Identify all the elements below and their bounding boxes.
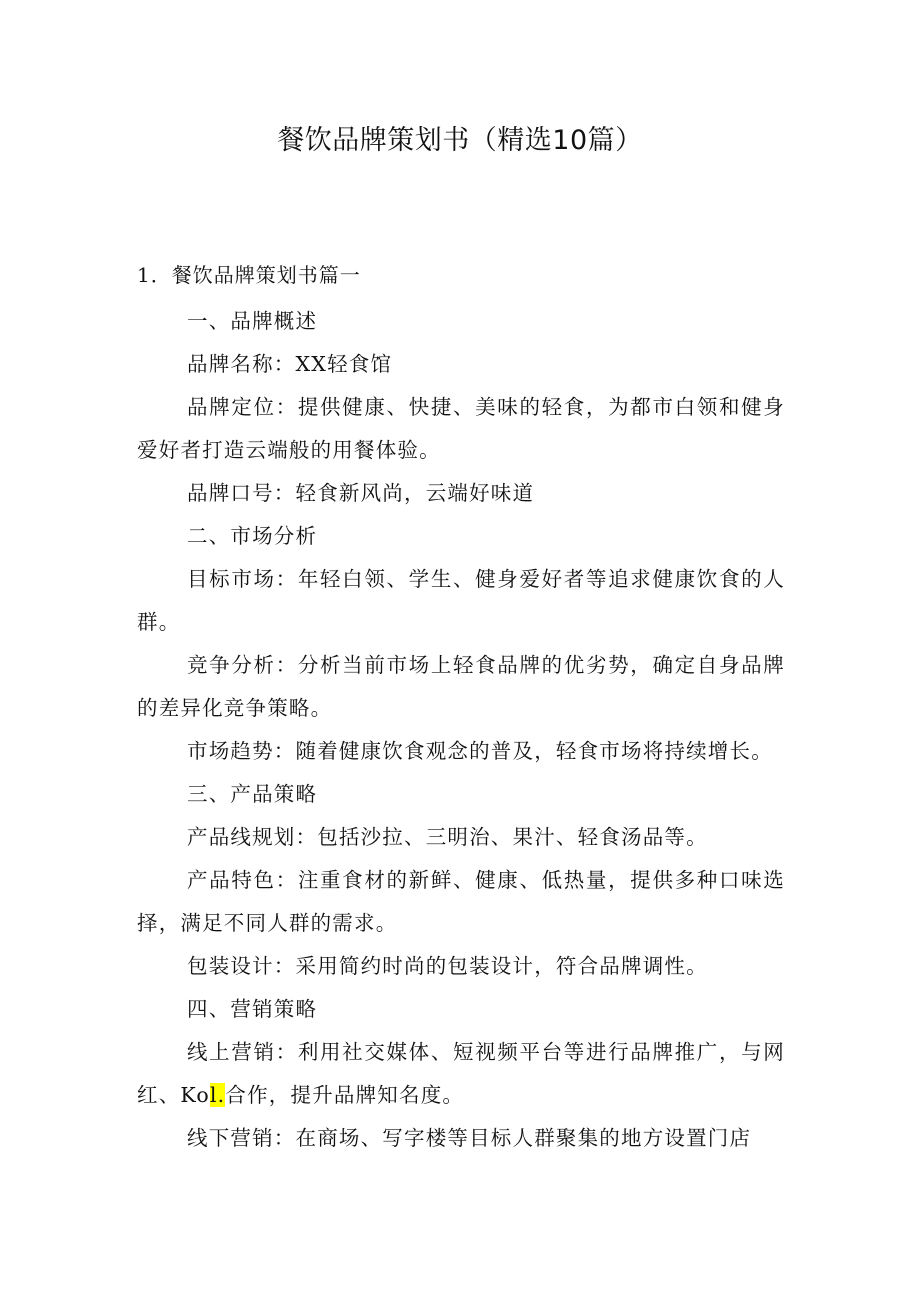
heading-product-strategy: 三、产品策略 [187,782,318,806]
paragraph-target-market: 目标市场：年轻白领、学生、健身爱好者等追求健康饮食的人群。 [137,567,785,634]
online-marketing-text-start: 线上营销：利用社交媒体、短视频平台等进行品牌推广，与网红、Ko [137,1040,785,1107]
highlighted-text: l. [209,1083,226,1107]
heading-market-analysis: 二、市场分析 [187,524,318,548]
paragraph-market-trend: 市场趋势：随着健康饮食观念的普及，轻食市场将持续增长。 [187,739,773,763]
paragraph-brand-positioning: 品牌定位：提供健康、快捷、美味的轻食，为都市白领和健身爱好者打造云端般的用餐体验。 [137,395,785,462]
paragraph-competition-analysis: 竞争分析：分析当前市场上轻食品牌的优劣势，确定自身品牌的差异化竞争策略。 [137,653,785,720]
paragraph-brand-name: 品牌名称：XX轻食馆 [187,352,393,376]
online-marketing-text-end: 合作，提升品牌知名度。 [225,1083,465,1107]
paragraph-offline-marketing: 线下营销：在商场、写字楼等目标人群聚集的地方设置门店 [187,1126,752,1150]
document-body [137,300,785,1160]
paragraph-product-features: 产品特色：注重食材的新鲜、健康、低热量，提供多种口味选择，满足不同人群的需求。 [137,868,785,935]
paragraph-product-line: 产品线规划：包括沙拉、三明治、果汁、轻食汤品等。 [187,825,708,849]
paragraph-packaging-design: 包装设计：采用简约时尚的包装设计，符合品牌调性。 [187,954,708,978]
heading-brand-overview: 一、品牌概述 [187,309,318,333]
heading-marketing-strategy: 四、营销策略 [187,997,318,1021]
paragraph-online-marketing [137,1031,785,1117]
section-heading: 1．餐饮品牌策划书篇一 [137,263,361,287]
paragraph-brand-slogan: 品牌口号：轻食新风尚，云端好味道 [187,481,535,505]
document-title: 餐饮品牌策划书（精选10篇） [277,125,643,156]
